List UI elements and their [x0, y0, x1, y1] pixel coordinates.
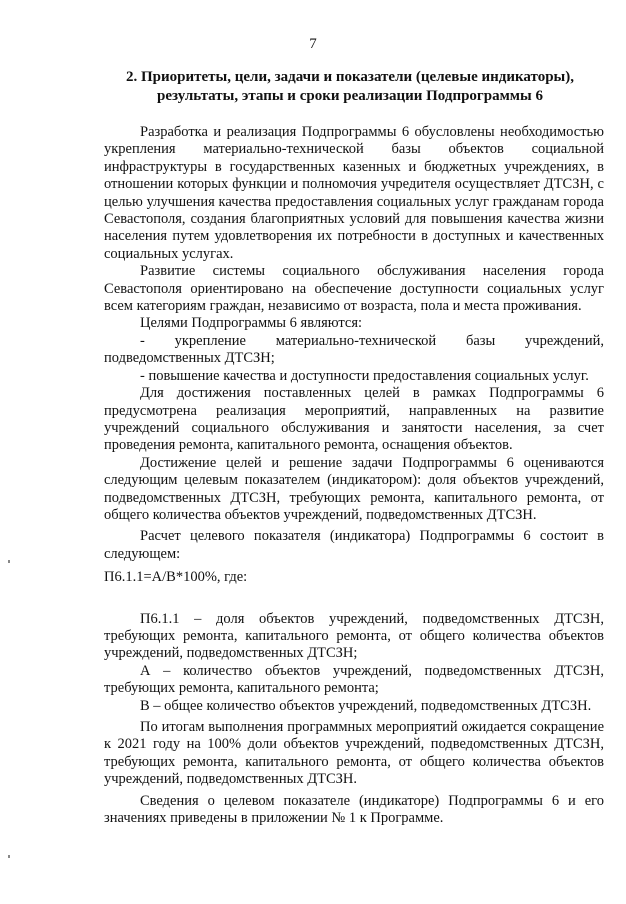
paragraph-goals-intro: Целями Подпрограммы 6 являются: [140, 315, 363, 332]
page-number: 7 [309, 36, 317, 52]
paragraph-indicator: Достижение целей и решение задачи Подпрограммы 6 оцениваются следующим целевым показателем (индикатором): доля объектов учреждений, подведомственных ДТСЗН, требующих ремонта, капитального ремонта, от общего количества объектов учреждений, подведомственных ДТСЗН. [104, 454, 604, 523]
paragraph-expected-results: По итогам выполнения программных мероприятий ожидается сокращение к 2021 году на 100% доли объектов учреждений, подведомственных ДТСЗН, требующих ремонта, капитального ремонта, от общего количества объектов учреждений, подведомственных ДТСЗН. [104, 719, 604, 788]
paragraph-social-system: Развитие системы социального обслуживания населения города Севастополя ориентировано на обеспечение доступности социальных услуг всем категориям граждан, независимо от возраста, пола и места проживания. [104, 263, 604, 315]
paragraph-measures: Для достижения поставленных целей в рамках Подпрограммы 6 предусмотрена реализация мероприятий, направленных на развитие учреждений социального обслуживания и занятости населения, за счет проведения ремонта, капитального ремонта, оснащения объектов. [104, 385, 604, 454]
paragraph-calculation: Расчет целевого показателя (индикатора) Подпрограммы 6 состоит в следующем: [104, 528, 604, 562]
goal-item-2: - повышение качества и доступности предоставления социальных услуг. [140, 367, 589, 384]
paragraph-development: Разработка и реализация Подпрограммы 6 обусловлены необходимостью укрепления материально-технической базы объектов социальной инфраструктуры в государственных казенных и бюджетных учреждениях, в отношении которых функции и полномочия учредителя осуществляет ДТСЗН, с целью улучшения качества предоставления социальных услуг гражданам города Севастополя, создания благоприятных условий для повышения качества жизни населения путем удовлетворения их потребности в доступных и качественных социальных услугах. [104, 124, 604, 262]
definition-p611: П6.1.1 – доля объектов учреждений, подведомственных ДТСЗН, требующих ремонта, капитального ремонта, от общего количества объектов учреждений, подведомственных ДТСЗН; [104, 610, 604, 662]
section-heading [110, 68, 590, 106]
scan-speck [8, 560, 10, 563]
indicator-formula: П6.1.1=А/В*100%, где: [104, 569, 248, 586]
document-body [104, 124, 604, 827]
paragraph-appendix-reference: Сведения о целевом показателе (индикаторе) Подпрограммы 6 и его значениях приведены в приложении № 1 к Программе. [104, 792, 604, 827]
scan-speck [8, 855, 10, 858]
definition-b: В – общее количество объектов учреждений, подведомственных ДТСЗН. [140, 697, 592, 714]
heading-line-1: 2. Приоритеты, цели, задачи и показатели (целевые индикаторы), [126, 69, 574, 85]
heading-line-2: результаты, этапы и сроки реализации Подпрограммы 6 [157, 88, 543, 104]
definition-a: А – количество объектов учреждений, подведомственных ДТСЗН, требующих ремонта, капитального ремонта; [104, 662, 604, 697]
goal-item-1: - укрепление материально-технической базы учреждений, подведомственных ДТСЗН; [104, 332, 604, 367]
